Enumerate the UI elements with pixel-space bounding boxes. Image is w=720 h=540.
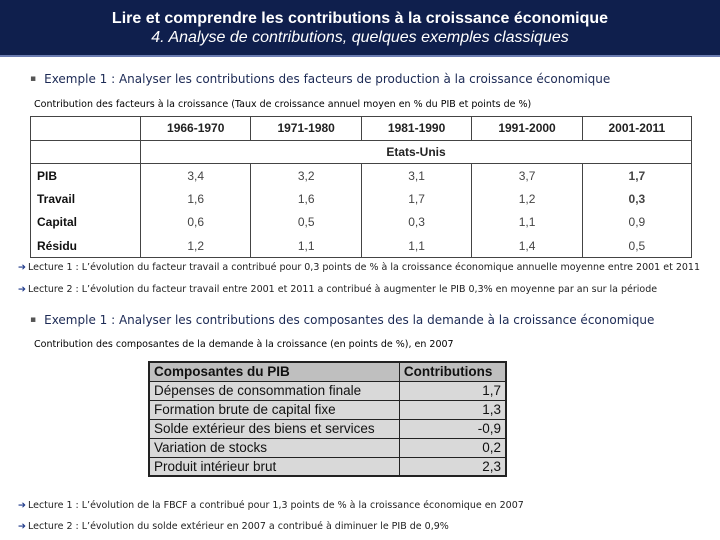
section2-bullet xyxy=(30,313,654,327)
factors-contribution-table xyxy=(30,116,692,258)
table-cell: 3,4 xyxy=(141,164,251,188)
table-row xyxy=(149,381,506,400)
table-cell: 3,7 xyxy=(472,164,582,188)
table-cell: 1,1 xyxy=(472,211,582,235)
row-label: Capital xyxy=(31,211,141,235)
slide-subtitle: 4. Analyse de contributions, quelques exemples classiques xyxy=(151,29,569,46)
row-label: Variation de stocks xyxy=(149,438,399,457)
table-cell: 1,3 xyxy=(399,400,506,419)
section1-heading: Exemple 1 : Analyser les contributions des facteurs de production à la croissance économique xyxy=(44,72,611,86)
section2-caption: Contribution des composantes de la demande à la croissance (en points de %), en 2007 xyxy=(34,339,454,350)
region-label: Etats-Unis xyxy=(141,140,692,164)
table-cell: 1,1 xyxy=(361,234,471,258)
row-label: Travail xyxy=(31,187,141,211)
slide-title: Lire et comprendre les contributions à la croissance économique xyxy=(111,10,609,27)
right-arrow-icon: ➔ xyxy=(18,284,26,295)
row-label: Produit intérieur brut xyxy=(149,457,399,476)
table-cell: 0,2 xyxy=(399,438,506,457)
table-cell: 0,9 xyxy=(628,215,646,230)
row-label: Résidu xyxy=(31,234,141,258)
table-row xyxy=(149,419,506,438)
table-row xyxy=(31,187,692,211)
table-cell: 2,3 xyxy=(399,457,506,476)
section2-lecture2 xyxy=(18,521,449,532)
row-label: PIB xyxy=(31,164,141,188)
table-cell: 0,3 xyxy=(628,191,646,206)
table-cell: 0,5 xyxy=(251,211,361,235)
table-row xyxy=(149,457,506,476)
demand-components-table xyxy=(148,361,507,477)
column-header: Contributions xyxy=(399,362,506,381)
section1-caption: Contribution des facteurs à la croissance (Taux de croissance annuel moyen en % du PIB et points de %) xyxy=(34,99,532,110)
period-header: 1971-1980 xyxy=(251,117,361,141)
square-bullet-icon: ▪ xyxy=(30,74,37,84)
period-header: 2001-2011 xyxy=(582,117,691,141)
column-header: Composantes du PIB xyxy=(149,362,399,381)
table-header-row xyxy=(31,117,692,141)
table-row xyxy=(31,234,692,258)
table-cell: 0,3 xyxy=(361,211,471,235)
lecture-text: Lecture 2 : L’évolution du facteur travail entre 2001 et 2011 a contribué à augmenter le PIB 0,3% en moyenne par an sur la période xyxy=(27,284,658,295)
section2-lecture1 xyxy=(18,500,524,511)
row-label: Formation brute de capital fixe xyxy=(149,400,399,419)
table-cell: 1,2 xyxy=(141,234,251,258)
table-row xyxy=(149,400,506,419)
table-cell: 1,6 xyxy=(251,187,361,211)
table-cell: 3,2 xyxy=(251,164,361,188)
table-cell: 3,1 xyxy=(361,164,471,188)
right-arrow-icon: ➔ xyxy=(18,500,26,511)
section1-bullet xyxy=(30,72,610,86)
period-header: 1966-1970 xyxy=(141,117,251,141)
row-label: Dépenses de consommation finale xyxy=(149,381,399,400)
lecture-text: Lecture 1 : L’évolution de la FBCF a contribué pour 1,3 points de % à la croissance économique en 2007 xyxy=(27,500,524,511)
table-cell: 1,6 xyxy=(141,187,251,211)
lecture-text: Lecture 1 : L’évolution du facteur travail a contribué pour 0,3 points de % à la croissance économique annuelle moyenne entre 2001 et 2011 xyxy=(27,262,701,273)
table-corner-cell xyxy=(31,140,141,164)
right-arrow-icon: ➔ xyxy=(18,262,26,273)
table-cell: 1,1 xyxy=(251,234,361,258)
table-corner-cell xyxy=(31,117,141,141)
table-cell: 1,7 xyxy=(399,381,506,400)
section2-heading: Exemple 1 : Analyser les contributions des composantes des la demande à la croissance économique xyxy=(44,313,655,327)
table-cell: 0,6 xyxy=(141,211,251,235)
table-cell: 1,4 xyxy=(472,234,582,258)
table-row xyxy=(31,211,692,235)
section1-lecture2 xyxy=(18,284,657,295)
slide-header xyxy=(0,0,720,57)
lecture-text: Lecture 2 : L’évolution du solde extérieur en 2007 a contribué à diminuer le PIB de 0,9% xyxy=(27,521,449,532)
table-cell: -0,9 xyxy=(399,419,506,438)
table-header-row xyxy=(149,362,506,381)
table-cell: 1,2 xyxy=(472,187,582,211)
table-cell: 1,7 xyxy=(361,187,471,211)
period-header: 1981-1990 xyxy=(361,117,471,141)
square-bullet-icon: ▪ xyxy=(30,315,37,325)
table-cell: 1,7 xyxy=(628,168,646,183)
row-label: Solde extérieur des biens et services xyxy=(149,419,399,438)
section1-lecture1 xyxy=(18,262,700,273)
table-cell: 0,5 xyxy=(628,238,646,253)
table-row xyxy=(31,164,692,188)
table-row xyxy=(149,438,506,457)
right-arrow-icon: ➔ xyxy=(18,521,26,532)
period-header: 1991-2000 xyxy=(472,117,582,141)
region-row xyxy=(31,140,692,164)
